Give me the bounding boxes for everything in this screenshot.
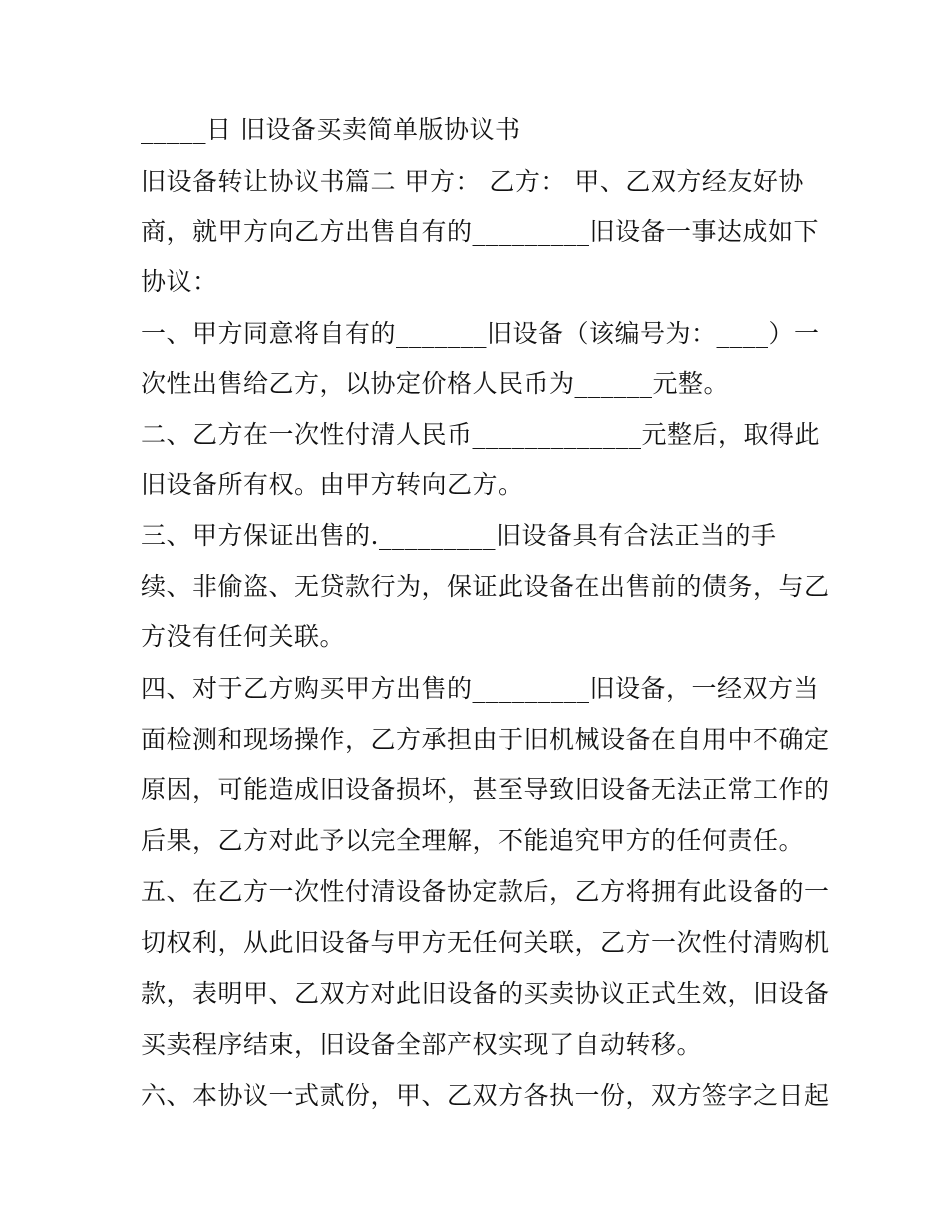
text-line: 六、本协议一式贰份，甲、乙双方各执一份，双方签字之日起 (141, 1081, 830, 1110)
text-line: 面检测和现场操作，乙方承担由于旧机械设备在自用中不确定 (141, 725, 830, 754)
text-line: 款，表明甲、乙双方对此旧设备的买卖协议正式生效，旧设备 (141, 979, 830, 1008)
text-line: 买卖程序结束，旧设备全部产权实现了自动转移。 (141, 1030, 703, 1059)
text-line: 五、在乙方一次性付清设备协定款后，乙方将拥有此设备的一 (141, 877, 830, 906)
document-title: _____日 旧设备买卖简单版协议书 (141, 115, 521, 144)
text-line: 四、对于乙方购买甲方出售的_________旧设备，一经双方当 (141, 674, 820, 703)
text-line: 商，就甲方向乙方出售自有的_________旧设备一事达成如下 (141, 217, 820, 246)
text-line: 次性出售给乙方，以协定价格人民币为______元整。 (141, 369, 730, 398)
text-line: 后果，乙方对此予以完全理解，不能追究甲方的任何责任。 (141, 826, 805, 855)
text-line: 三、甲方保证出售的._________旧设备具有合法正当的手 (141, 521, 777, 550)
text-line: 旧设备转让协议书篇二 甲方： 乙方： 甲、乙双方经友好协 (141, 167, 804, 196)
text-line: 续、非偷盗、无贷款行为，保证此设备在出售前的债务，与乙 (141, 572, 830, 601)
text-line: 切权利，从此旧设备与甲方无任何关联，乙方一次性付清购机 (141, 928, 830, 957)
text-line: 旧设备所有权。由甲方转向乙方。 (141, 470, 524, 499)
text-line: 一、甲方同意将自有的_______旧设备（该编号为：____）一 (141, 319, 820, 348)
text-line: 协议： (141, 267, 218, 296)
text-line: 原因，可能造成旧设备损坏，甚至导致旧设备无法正常工作的 (141, 775, 830, 804)
text-line: 二、乙方在一次性付清人民币_____________元整后，取得此 (141, 420, 821, 449)
text-line: 方没有任何关联。 (141, 622, 346, 651)
